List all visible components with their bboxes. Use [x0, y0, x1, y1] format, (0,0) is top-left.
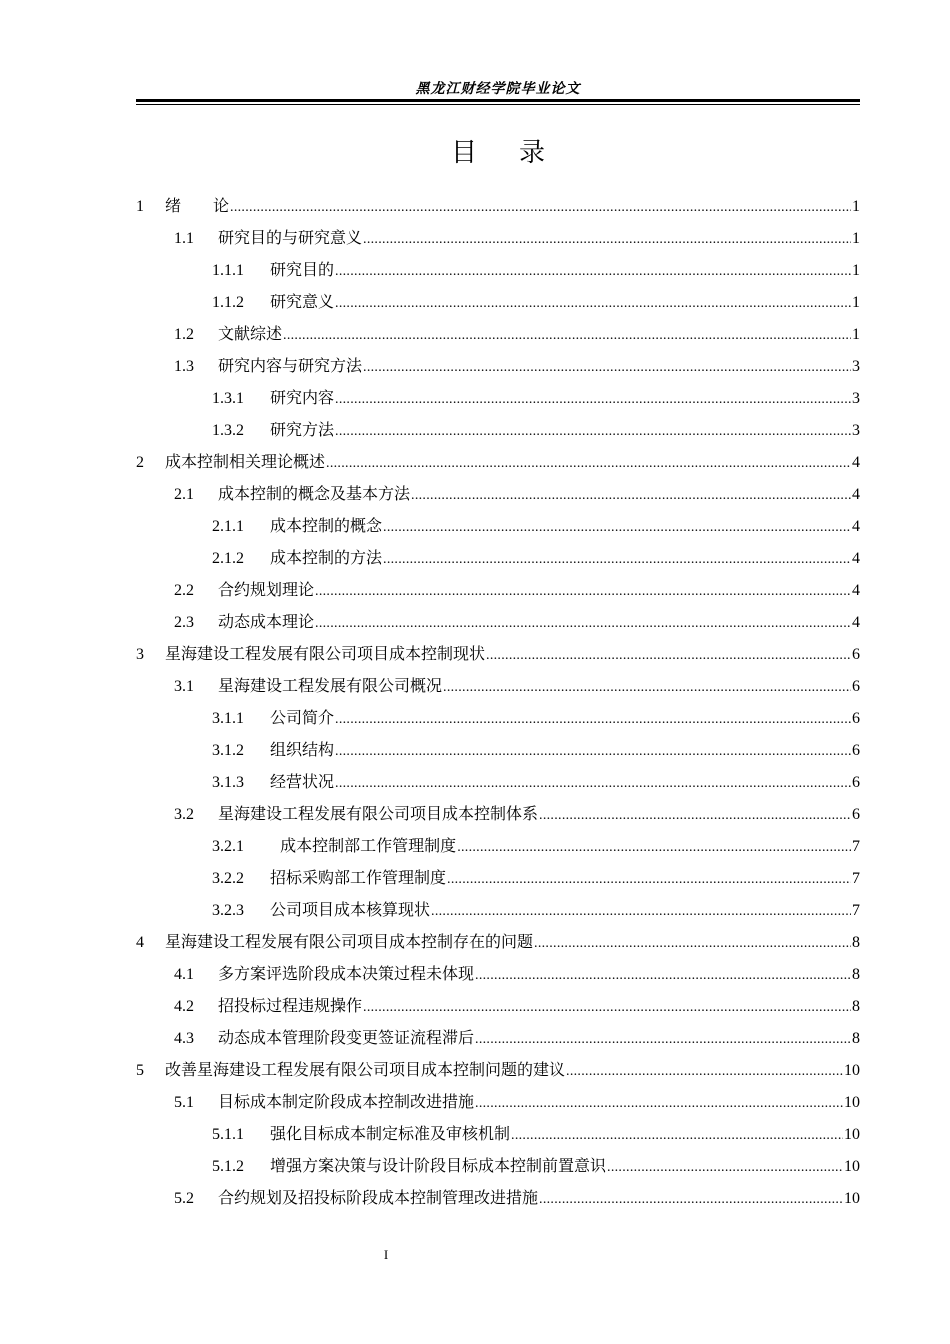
toc-entry-page: 8 [852, 1030, 860, 1047]
toc-entry[interactable] [136, 478, 860, 510]
dot-leader [335, 384, 851, 416]
dot-leader [335, 256, 851, 288]
toc-entry-page: 1 [852, 230, 860, 247]
page-number: I [383, 1247, 389, 1262]
toc-entry-page: 6 [852, 646, 860, 663]
dot-leader [363, 352, 851, 384]
toc-entry-number: 1.1.2 [212, 294, 244, 311]
toc-entry-text: 研究意义 [270, 292, 335, 311]
toc-entry-text: 公司项目成本核算现状 [270, 900, 431, 919]
toc-entry-page: 8 [852, 966, 860, 983]
toc-entry-number: 1.3.1 [212, 390, 244, 407]
toc-entry-number: 1.1.1 [212, 262, 244, 279]
toc-entry-number: 1 [136, 198, 144, 215]
toc-entry-page: 10 [844, 1190, 860, 1207]
toc-title: 目录 [450, 138, 587, 168]
toc-entry[interactable] [136, 222, 860, 254]
toc-entry-number: 5 [136, 1062, 144, 1079]
toc-entry-number: 3.1.1 [212, 710, 244, 727]
dot-leader [383, 544, 851, 576]
dot-leader [411, 480, 851, 512]
dot-leader [511, 1120, 843, 1152]
toc-entry-number: 3 [136, 646, 144, 663]
dot-leader [363, 224, 851, 256]
toc-entry-text: 研究方法 [270, 420, 335, 439]
toc-entry-page: 6 [852, 710, 860, 727]
toc-entry-number: 4.1 [174, 966, 194, 983]
toc-entry-number: 5.1 [174, 1094, 194, 1111]
toc-entry-page: 10 [844, 1126, 860, 1143]
toc-entry-page: 1 [852, 262, 860, 279]
toc-entry-text: 合约规划及招投标阶段成本控制管理改进措施 [218, 1188, 539, 1207]
toc-entry-page: 10 [844, 1158, 860, 1175]
toc-entry-page: 4 [852, 582, 860, 599]
toc-entry-text: 改善星海建设工程发展有限公司项目成本控制问题的建议 [165, 1060, 566, 1079]
toc-entry-number: 4.3 [174, 1030, 194, 1047]
toc-entry-page: 4 [852, 550, 860, 567]
running-header: 黑龙江财经学院毕业论文 [415, 81, 581, 97]
toc-entry-text: 成本控制的方法 [270, 548, 383, 567]
dot-leader [335, 768, 851, 800]
toc-entry-page: 4 [852, 486, 860, 503]
dot-leader [539, 800, 851, 832]
toc-entry[interactable] [136, 382, 860, 414]
dot-leader [534, 928, 851, 960]
toc-entry[interactable] [136, 638, 860, 670]
toc-entry-number: 1.3.2 [212, 422, 244, 439]
toc-entry[interactable] [136, 414, 860, 446]
dot-leader [607, 1152, 843, 1184]
dot-leader [230, 192, 851, 224]
dot-leader [335, 288, 851, 320]
toc-entry-text: 组织结构 [270, 740, 335, 759]
toc-entry[interactable] [136, 254, 860, 286]
toc-entry[interactable] [136, 734, 860, 766]
toc-entry-page: 7 [852, 838, 860, 855]
toc-entry-number: 3.2 [174, 806, 194, 823]
dot-leader [486, 640, 851, 672]
toc-entry[interactable] [136, 542, 860, 574]
toc-entry-text: 研究内容与研究方法 [218, 356, 363, 375]
toc-entry-number: 4 [136, 934, 144, 951]
dot-leader [447, 864, 851, 896]
toc-entry[interactable] [136, 894, 860, 926]
toc-entry-number: 2.2 [174, 582, 194, 599]
toc-entry[interactable] [136, 766, 860, 798]
toc-entry-text: 研究目的 [270, 260, 335, 279]
toc-entry-text: 公司简介 [270, 708, 335, 727]
dot-leader [475, 1088, 843, 1120]
toc-entry[interactable] [136, 670, 860, 702]
toc-entry-text: 成本控制的概念及基本方法 [218, 484, 411, 503]
toc-entry-text: 成本控制的概念 [270, 516, 383, 535]
toc-entry-page: 3 [852, 358, 860, 375]
toc-entry-number: 3.2.3 [212, 902, 244, 919]
toc-entry-text: 合约规划理论 [218, 580, 315, 599]
toc-entry-page: 6 [852, 742, 860, 759]
toc-entry-text: 强化目标成本制定标准及审核机制 [270, 1124, 511, 1143]
toc-entry[interactable] [136, 446, 860, 478]
dot-leader [335, 736, 851, 768]
toc-entry[interactable] [136, 318, 860, 350]
toc-entry[interactable] [136, 958, 860, 990]
toc-entry-text: 文献综述 [218, 324, 283, 343]
toc-entry-number: 2 [136, 454, 144, 471]
toc-entry-page: 1 [852, 294, 860, 311]
toc-entry-page: 7 [852, 902, 860, 919]
toc-entry[interactable] [136, 1182, 860, 1214]
toc-entry-text: 绪 论 [165, 196, 230, 215]
toc-entry[interactable] [136, 926, 860, 958]
toc-entry[interactable] [136, 286, 860, 318]
dot-leader [539, 1184, 843, 1216]
toc-entry-number: 3.1.2 [212, 742, 244, 759]
toc-entry-text: 研究目的与研究意义 [218, 228, 363, 247]
toc-entry-number: 5.2 [174, 1190, 194, 1207]
toc-entry-text: 成本控制部工作管理制度 [270, 836, 457, 855]
header-rule-thin [136, 104, 860, 105]
toc-entry-text: 星海建设工程发展有限公司概况 [218, 676, 443, 695]
toc-entry-page: 8 [852, 998, 860, 1015]
dot-leader [315, 608, 851, 640]
dot-leader [363, 992, 851, 1024]
toc-entry-page: 7 [852, 870, 860, 887]
toc-entry-number: 1.1 [174, 230, 194, 247]
toc-entry-page: 3 [852, 422, 860, 439]
toc-entry[interactable] [136, 1150, 860, 1182]
toc-entry-number: 5.1.2 [212, 1158, 244, 1175]
toc-entry[interactable] [136, 1054, 860, 1086]
toc-entry-number: 3.1.3 [212, 774, 244, 791]
toc-entry[interactable] [136, 862, 860, 894]
toc-entry[interactable] [136, 606, 860, 638]
dot-leader [283, 320, 851, 352]
toc-entry-number: 1.2 [174, 326, 194, 343]
toc-entry-number: 3.2.2 [212, 870, 244, 887]
toc-entry-number: 2.1.1 [212, 518, 244, 535]
dot-leader [335, 416, 851, 448]
toc-entry[interactable] [136, 350, 860, 382]
toc-entry-text: 星海建设工程发展有限公司项目成本控制存在的问题 [165, 932, 534, 951]
toc-entry-text: 研究内容 [270, 388, 335, 407]
dot-leader [566, 1056, 843, 1088]
toc-entry-page: 4 [852, 518, 860, 535]
dot-leader [457, 832, 851, 864]
toc-entry[interactable] [136, 830, 860, 862]
toc-entry-number: 3.2.1 [212, 838, 244, 855]
toc-entry-page: 1 [852, 326, 860, 343]
toc-entry[interactable] [136, 190, 860, 222]
toc-entry-page: 4 [852, 614, 860, 631]
dot-leader [383, 512, 851, 544]
toc-entry-page: 10 [844, 1062, 860, 1079]
toc-entry-number: 2.1 [174, 486, 194, 503]
toc-entry-page: 6 [852, 806, 860, 823]
toc-entry-page: 6 [852, 774, 860, 791]
toc-entry-page: 6 [852, 678, 860, 695]
toc-entry[interactable] [136, 1086, 860, 1118]
toc-entry-text: 成本控制相关理论概述 [165, 452, 326, 471]
header-rule-thick [136, 99, 860, 102]
toc-entry[interactable] [136, 510, 860, 542]
toc-entry-number: 2.1.2 [212, 550, 244, 567]
toc-entry-number: 3.1 [174, 678, 194, 695]
toc-entry-text: 目标成本制定阶段成本控制改进措施 [218, 1092, 475, 1111]
toc-entry-text: 动态成本管理阶段变更签证流程滞后 [218, 1028, 475, 1047]
toc-entry-text: 多方案评选阶段成本决策过程未体现 [218, 964, 475, 983]
toc-entry-number: 1.3 [174, 358, 194, 375]
toc-entry-text: 招投标过程违规操作 [218, 996, 363, 1015]
dot-leader [443, 672, 851, 704]
dot-leader [431, 896, 851, 928]
toc-entry[interactable] [136, 1118, 860, 1150]
toc-entry[interactable] [136, 702, 860, 734]
toc-entry[interactable] [136, 990, 860, 1022]
toc-entry-text: 经营状况 [270, 772, 335, 791]
toc-entry-text: 增强方案决策与设计阶段目标成本控制前置意识 [270, 1156, 607, 1175]
dot-leader [315, 576, 851, 608]
toc-entry-page: 3 [852, 390, 860, 407]
dot-leader [335, 704, 851, 736]
toc-entry[interactable] [136, 574, 860, 606]
toc-entry-page: 4 [852, 454, 860, 471]
toc-entry-number: 2.3 [174, 614, 194, 631]
toc-entry-number: 5.1.1 [212, 1126, 244, 1143]
toc-entry-page: 8 [852, 934, 860, 951]
dot-leader [475, 1024, 851, 1056]
toc-entry[interactable] [136, 1022, 860, 1054]
table-of-contents [136, 190, 860, 1214]
toc-entry-number: 4.2 [174, 998, 194, 1015]
toc-entry-text: 招标采购部工作管理制度 [270, 868, 447, 887]
dot-leader [326, 448, 851, 480]
toc-entry-page: 1 [852, 198, 860, 215]
toc-entry-text: 动态成本理论 [218, 612, 315, 631]
toc-entry[interactable] [136, 798, 860, 830]
dot-leader [475, 960, 851, 992]
toc-entry-page: 10 [844, 1094, 860, 1111]
toc-entry-text: 星海建设工程发展有限公司项目成本控制现状 [165, 644, 486, 663]
toc-entry-text: 星海建设工程发展有限公司项目成本控制体系 [218, 804, 539, 823]
